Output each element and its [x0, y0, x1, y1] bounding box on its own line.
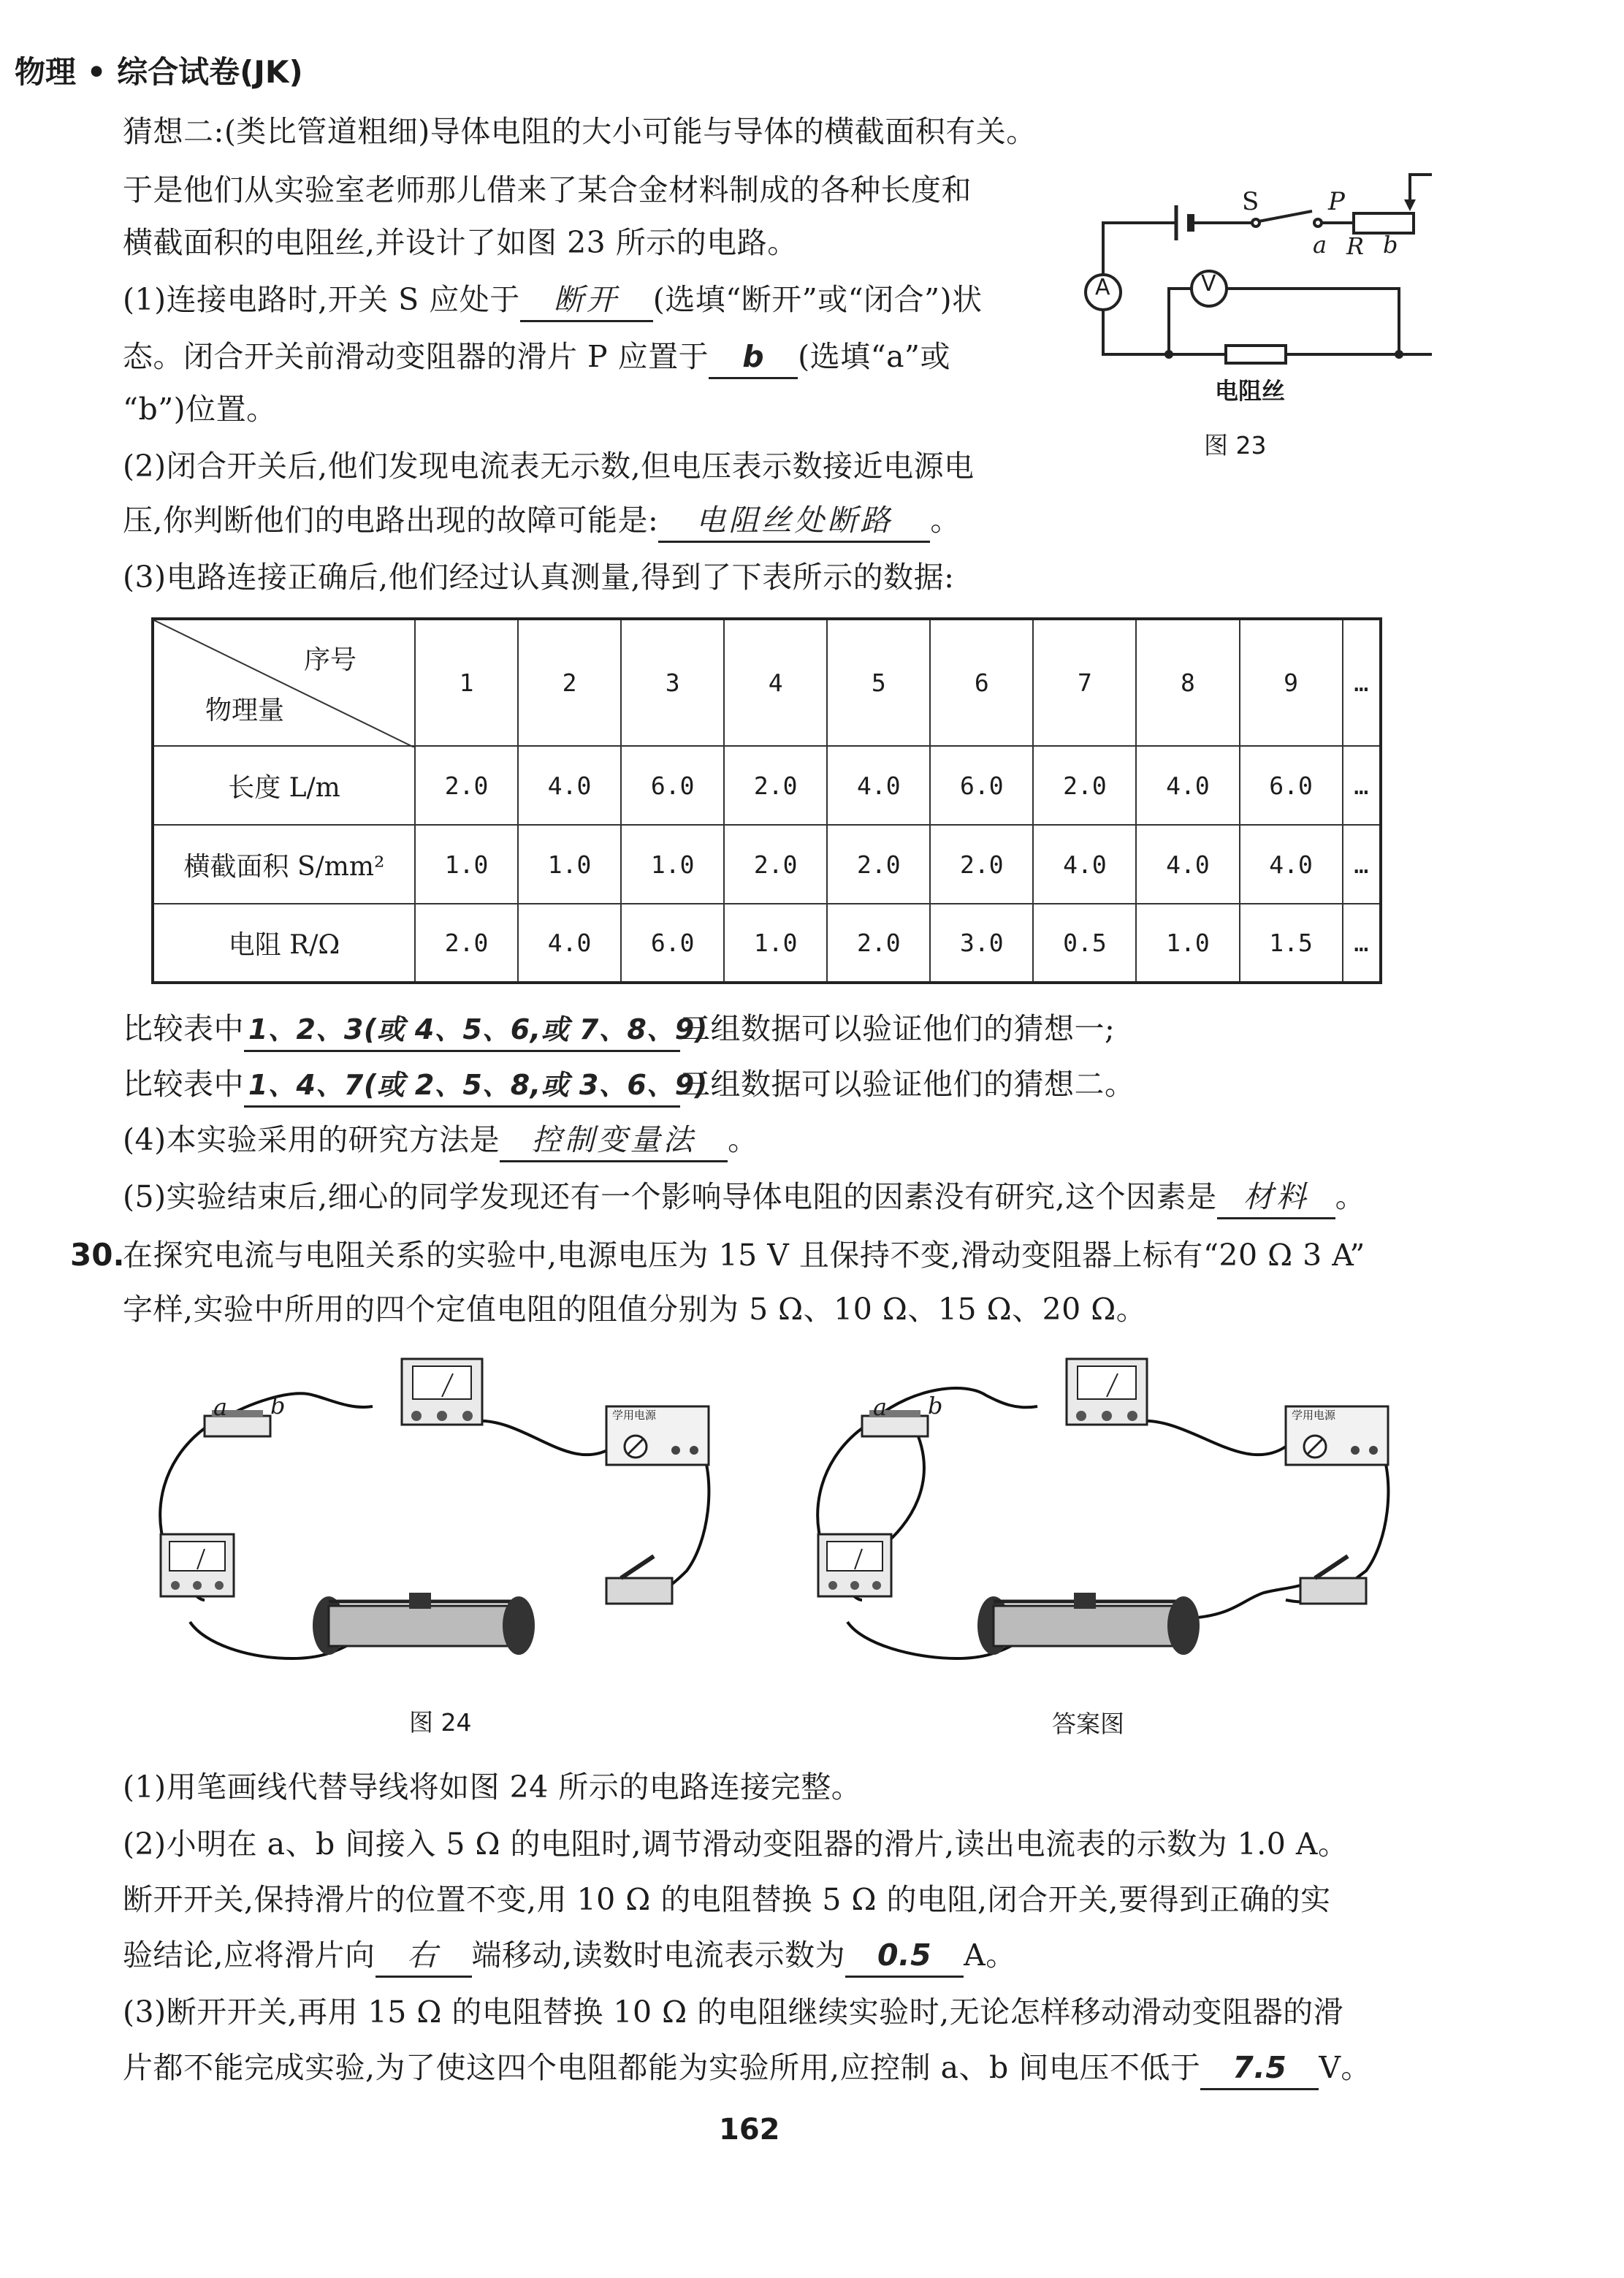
table-cell: …: [1343, 746, 1381, 825]
ammeter-label: A: [1095, 275, 1110, 300]
voltmeter-device-icon: [818, 1534, 891, 1596]
switch-blade: [1259, 211, 1312, 221]
table-cell: 1.0: [518, 825, 621, 904]
table-cell: 2.0: [415, 904, 518, 983]
table-cell: 2.0: [415, 746, 518, 825]
q4-answer-method: 控制变量法: [500, 1119, 728, 1162]
figure-24-apparatus: [131, 1337, 745, 1688]
table-cell: 1.0: [415, 825, 518, 904]
switch-device-icon: [606, 1556, 672, 1604]
q30-sub-2-line-b: 断开开关,保持滑片的位置不变,用 10 Ω 的电阻替换 5 Ω 的电阻,闭合开关,要得到正确的实: [123, 1882, 1331, 1917]
column-header: …: [1343, 619, 1381, 746]
ammeter-device-icon: [1067, 1359, 1147, 1425]
data-table: [151, 617, 1382, 984]
table-cell: 6.0: [621, 904, 724, 983]
column-header: 7: [1033, 619, 1136, 746]
q5-line: (5)实验结束后,细心的同学发现还有一个影响导体电阻的因素没有研究,这个因素是 材料 。: [123, 1176, 1365, 1219]
resistance-wire-label: 电阻丝: [1215, 377, 1286, 405]
column-header: 3: [621, 619, 724, 746]
question-30-number: 30.: [70, 1237, 125, 1273]
rheostat: [1354, 213, 1414, 233]
q1-answer-switch: 断开: [520, 279, 653, 322]
table-cell: 3.0: [930, 904, 1033, 983]
table-cell: 2.0: [827, 825, 930, 904]
q30-answer-direction: 右: [375, 1935, 472, 1978]
figure-23-caption: 图 23: [1204, 431, 1267, 460]
q30-answer-voltage: 7.5: [1200, 2047, 1319, 2090]
column-header: 6: [930, 619, 1033, 746]
ab-terminal-block: [862, 1410, 928, 1436]
rheostat-end-b-label: b: [1383, 231, 1398, 259]
q5-answer-factor: 材料: [1217, 1176, 1335, 1219]
q30-sub-3-line-a: (3)断开开关,再用 15 Ω 的电阻替换 10 Ω 的电阻继续实验时,无论怎样移动滑动变阻器的滑: [123, 1995, 1344, 2030]
junction-dot: [1395, 350, 1403, 359]
page-header: 物理 • 综合试卷(JK): [15, 54, 303, 90]
rheostat-end-a-label: a: [1313, 231, 1327, 259]
q1-answer-slider: b: [709, 336, 798, 379]
switch-contact: [1314, 219, 1322, 226]
resistance-wire: [1226, 346, 1286, 363]
voltmeter-device-icon: [161, 1534, 234, 1596]
ammeter-device-icon: [402, 1359, 482, 1425]
q3-intro: (3)电路连接正确后,他们经过认真测量,得到了下表所示的数据:: [123, 560, 955, 595]
q1-line-b: 态。闭合开关前滑动变阻器的滑片 P 应置于 b (选填“a”或: [123, 336, 950, 379]
table-corner-cell: [153, 619, 415, 746]
table-cell: 4.0: [518, 746, 621, 825]
answer-wire: [1191, 1585, 1300, 1618]
q30-line-2: 字样,实验中所用的四个定值电阻的阻值分别为 5 Ω、10 Ω、15 Ω、20 Ω。: [123, 1292, 1147, 1327]
column-header: 8: [1136, 619, 1239, 746]
row-label: 长度 L/m: [153, 746, 415, 825]
table-cell: 2.0: [930, 825, 1033, 904]
switch-label: S: [1242, 187, 1259, 216]
junction-dot: [1164, 350, 1173, 359]
table-cell: 1.0: [1136, 904, 1239, 983]
table-cell: 4.0: [1240, 825, 1343, 904]
corner-label-bottom: 物理量: [205, 696, 285, 725]
table-cell: 6.0: [1240, 746, 1343, 825]
wire: [1169, 289, 1191, 354]
intro-line-3: 横截面积的电阻丝,并设计了如图 23 所示的电路。: [123, 225, 798, 260]
table-cell: …: [1343, 825, 1381, 904]
table-cell: 4.0: [1033, 825, 1136, 904]
switch-device-icon: [1300, 1556, 1366, 1604]
answer-figure-apparatus: [796, 1337, 1410, 1688]
table-cell: 1.0: [724, 904, 827, 983]
table-cell: 6.0: [930, 746, 1033, 825]
switch-contact: [1252, 219, 1259, 226]
table-cell: 2.0: [1033, 746, 1136, 825]
table-cell: 4.0: [518, 904, 621, 983]
table-header-row: [153, 619, 1381, 746]
intro-line-2: 于是他们从实验室老师那儿借来了某合金材料制成的各种长度和: [123, 172, 972, 207]
wire: [1103, 223, 1176, 274]
compare-line-2: 比较表中 1、4、7(或 2、5、8,或 3、6、9)三组数据可以验证他们的猜想二。: [123, 1064, 1135, 1108]
column-header: 1: [415, 619, 518, 746]
corner-label-top: 序号: [304, 645, 357, 675]
page-number: 162: [719, 2113, 780, 2146]
table-cell: 1.5: [1240, 904, 1343, 983]
q30-sub-2-line-c: 验结论,应将滑片向 右 端移动,读数时电流表示数为 0.5 A。: [123, 1935, 1016, 1978]
fig24-terminal-a: a: [213, 1393, 228, 1421]
q1-line-a: (1)连接电路时,开关 S 应处于 断开 (选填“断开”或“闭合”)状: [123, 279, 983, 322]
table-row: [153, 746, 1381, 825]
column-header: 9: [1240, 619, 1343, 746]
answer-figure-caption: 答案图: [1052, 1710, 1124, 1738]
q4-line: (4)本实验采用的研究方法是 控制变量法 。: [123, 1119, 758, 1162]
row-label: 横截面积 S/mm²: [153, 825, 415, 904]
table-cell: 1.0: [621, 825, 724, 904]
fig24-terminal-b: b: [270, 1392, 286, 1420]
table-cell: 6.0: [621, 746, 724, 825]
column-header: 2: [518, 619, 621, 746]
compare-line-1: 比较表中 1、2、3(或 4、5、6,或 7、8、9)三组数据可以验证他们的猜想一;: [123, 1008, 1115, 1052]
table-cell: 2.0: [724, 746, 827, 825]
diagonal-divider: [154, 620, 414, 747]
compare-answer-1: 1、2、3(或 4、5、6,或 7、8、9): [244, 1009, 680, 1052]
table-cell: …: [1343, 904, 1381, 983]
answer-wire: [884, 1425, 924, 1545]
q2-line-a: (2)闭合开关后,他们发现电流表无示数,但电压表示数接近电源电: [123, 449, 975, 484]
rheostat-device-icon: [977, 1593, 1200, 1655]
table-cell: 2.0: [827, 904, 930, 983]
table-row: [153, 825, 1381, 904]
table-row: [153, 904, 1381, 983]
rheostat-device-icon: [313, 1593, 535, 1655]
q30-sub-1: (1)用笔画线代替导线将如图 24 所示的电路连接完整。: [123, 1770, 862, 1805]
column-header: 5: [827, 619, 930, 746]
voltmeter-label: V: [1201, 271, 1216, 297]
column-header: 4: [724, 619, 827, 746]
table-cell: 4.0: [1136, 825, 1239, 904]
table-cell: 4.0: [1136, 746, 1239, 825]
slider-label: P: [1328, 187, 1345, 216]
q1-line-c: “b”)位置。: [123, 392, 277, 427]
figure-24-caption: 图 24: [409, 1708, 472, 1737]
row-label: 电阻 R/Ω: [153, 904, 415, 983]
table-cell: 0.5: [1033, 904, 1136, 983]
slider-arrowhead: [1404, 199, 1416, 211]
hypothesis-two: 猜想二:(类比管道粗细)导体电阻的大小可能与导体的横截面积有关。: [123, 114, 1037, 149]
table-cell: 4.0: [827, 746, 930, 825]
rheostat-r-label: R: [1346, 232, 1365, 260]
q30-sub-2-line-a: (2)小明在 a、b 间接入 5 Ω 的电阻时,调节滑动变阻器的滑片,读出电流表的示数为 1.0 A。: [123, 1826, 1349, 1862]
table-cell: 2.0: [724, 825, 827, 904]
answer-terminal-b: b: [928, 1392, 943, 1420]
compare-answer-2: 1、4、7(或 2、5、8,或 3、6、9): [244, 1064, 680, 1108]
q30-line-1: 在探究电流与电阻关系的实验中,电源电压为 15 V 且保持不变,滑动变阻器上标有“20 Ω 3 A”: [123, 1238, 1365, 1273]
answer-power-label: 学用电源: [1292, 1409, 1336, 1422]
q2-answer-fault: 电阻丝处断路: [658, 500, 930, 543]
fig24-power-label: 学用电源: [612, 1409, 657, 1422]
answer-terminal-a: a: [873, 1393, 888, 1421]
q2-line-b: 压,你判断他们的电路出现的故障可能是: 电阻丝处断路 。: [123, 500, 961, 543]
q30-answer-current: 0.5: [845, 1935, 964, 1978]
q30-sub-3-line-b: 片都不能完成实验,为了使这四个电阻都能为实验所用,应控制 a、b 间电压不低于 7.5 V。: [123, 2047, 1371, 2090]
